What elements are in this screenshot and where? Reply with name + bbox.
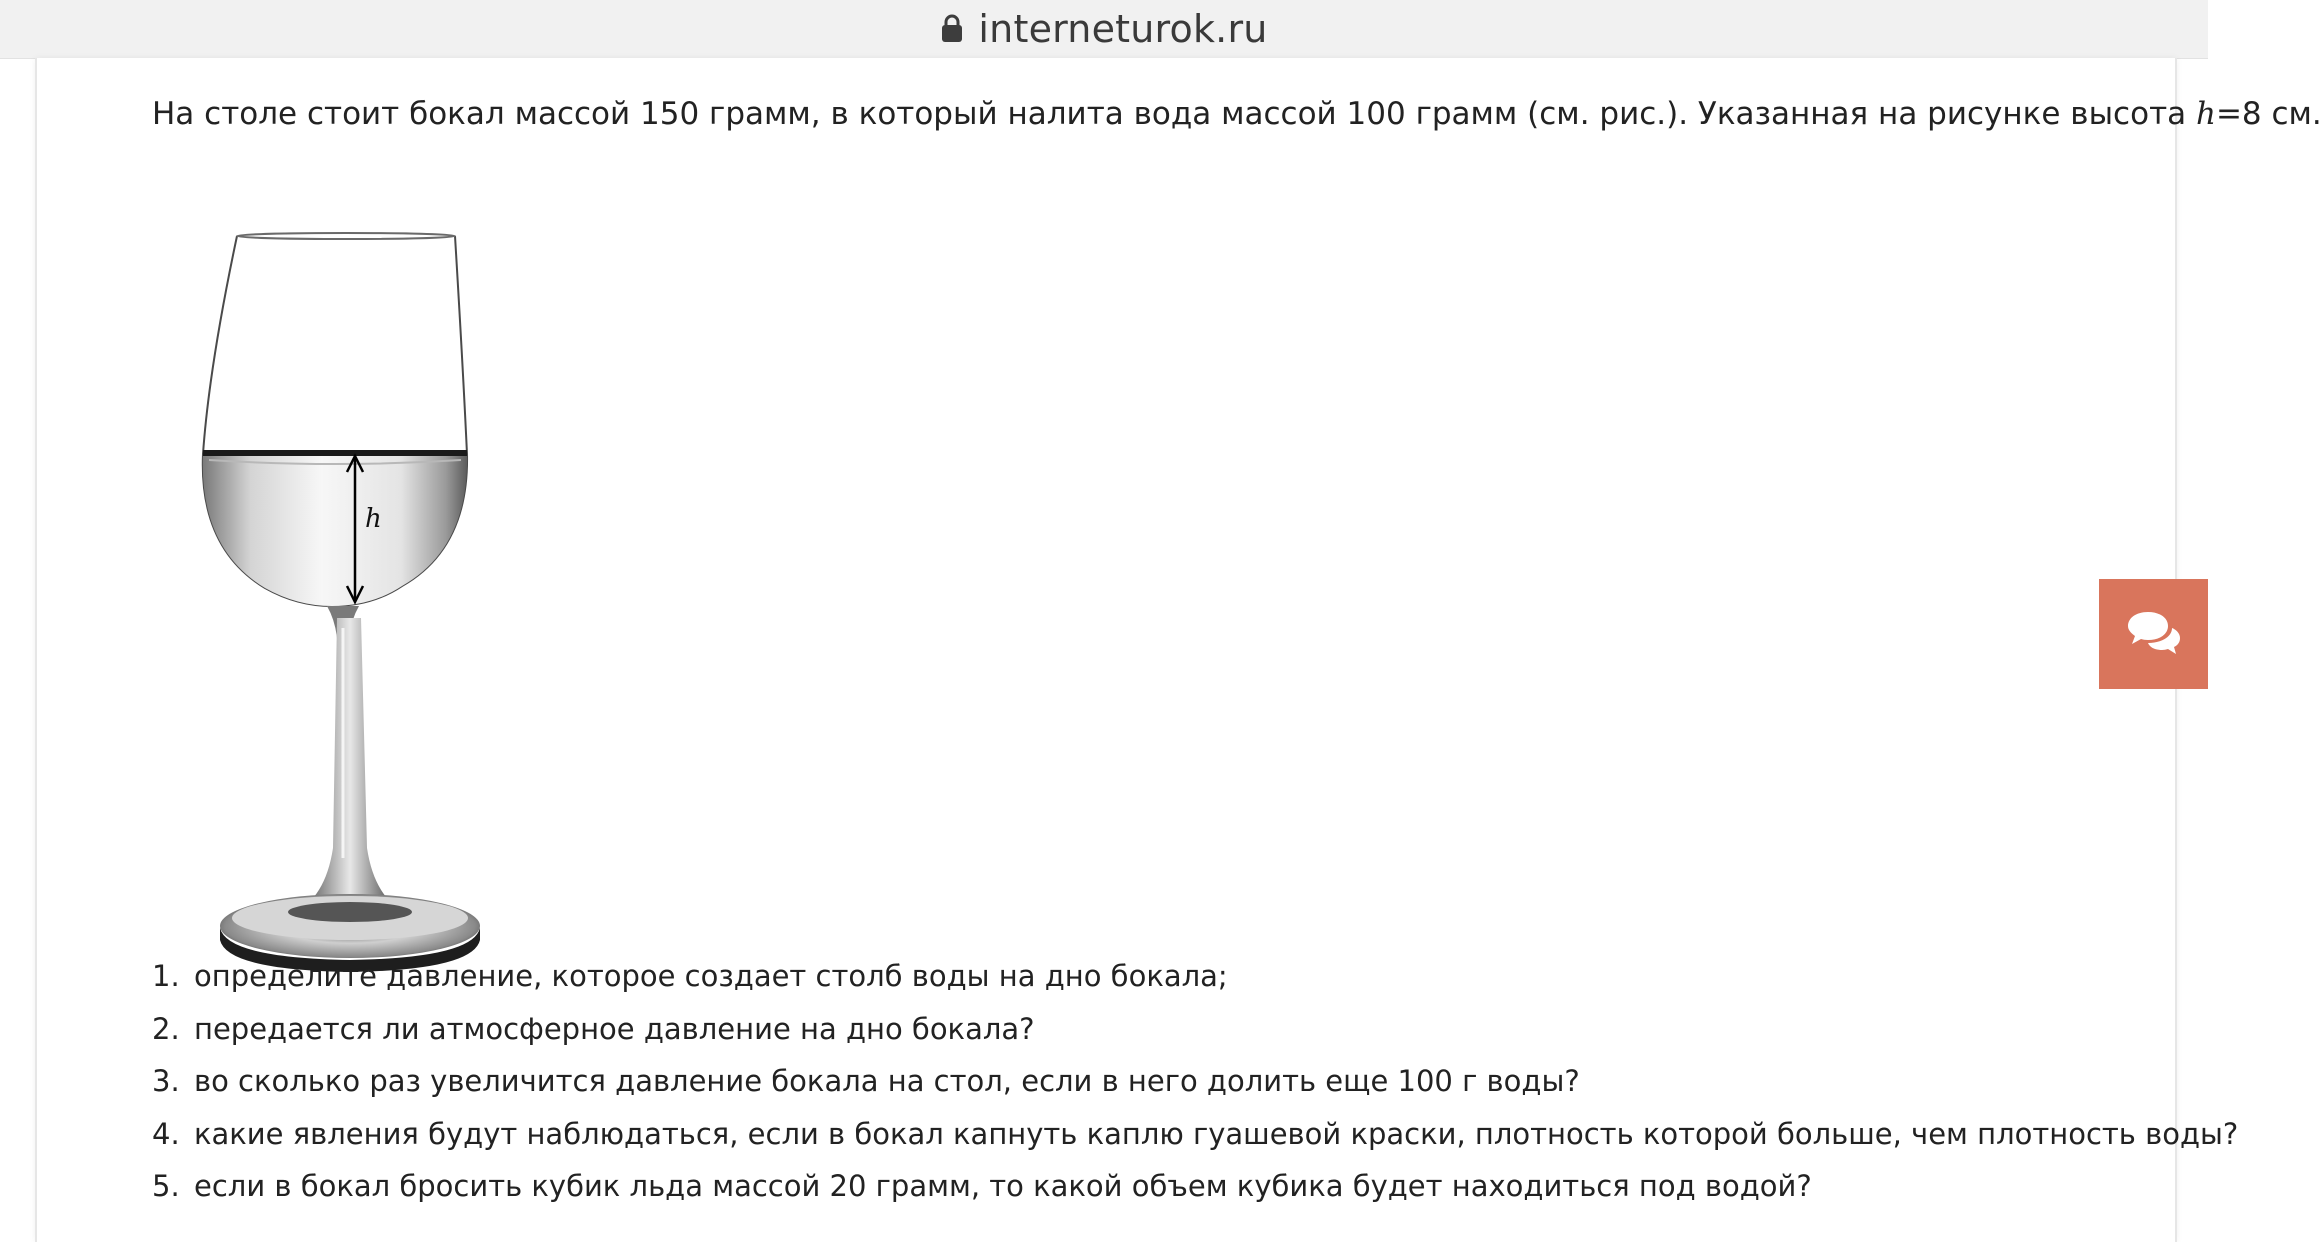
problem-statement: [152, 90, 2322, 138]
problem-variable: h: [2195, 96, 2216, 132]
wine-glass-figure: [187, 168, 517, 978]
task-text: передается ли атмосферное давление на дно бокала?: [194, 1011, 1035, 1046]
lock-icon: [940, 13, 964, 43]
task-text: определите давление, которое создает столб воды на дно бокала;: [194, 959, 1228, 993]
chat-bubbles-icon: [2126, 608, 2182, 660]
list-item: 3. во сколько раз увеличится давление бокала на стол, если в него долить еще 100 г воды?: [152, 1055, 2238, 1108]
water: [203, 454, 467, 606]
task-text: во сколько раз увеличится давление бокала на стол, если в него долить еще 100 г воды?: [194, 1064, 1580, 1098]
chat-button[interactable]: [2099, 579, 2208, 689]
lesson-content: [35, 58, 2322, 1242]
task-text: какие явления будут наблюдаться, если в бокал капнуть каплю гуашевой краски, плотность которой больше, чем плотность воды?: [194, 1116, 2239, 1151]
water-surface: [203, 450, 467, 456]
problem-text-before: На столе стоит бокал массой 150 грамм, в который налита вода массой 100 грамм (см. рис.). Указанная на рисунке высота: [152, 96, 2196, 132]
list-item: 1. определите давление, которое создает столб воды на дно бокала;: [152, 950, 2238, 1003]
list-item: 2. передается ли атмосферное давление на дно бокала?: [152, 1003, 2238, 1056]
height-label: h: [365, 504, 382, 534]
url-text[interactable]: interneturok.ru: [978, 7, 1268, 51]
task-text: если в бокал бросить кубик льда массой 20 грамм, то какой объем кубика будет находиться под водой?: [194, 1169, 1812, 1203]
task-list: [152, 950, 2238, 1213]
problem-text-after: =8 см.: [2215, 96, 2322, 132]
list-item: 5. если в бокал бросить кубик льда массой 20 грамм, то какой объем кубика будет находиться под водой?: [152, 1160, 2238, 1213]
glass-rim: [237, 233, 455, 239]
glass-stem: [305, 618, 395, 906]
url-bar-content[interactable]: [0, 0, 2208, 58]
list-item: 4. какие явления будут наблюдаться, если в бокал капнуть каплю гуашевой краски, плотность которой больше, чем плотность воды?: [152, 1108, 2238, 1161]
browser-url-bar[interactable]: [0, 0, 2208, 59]
